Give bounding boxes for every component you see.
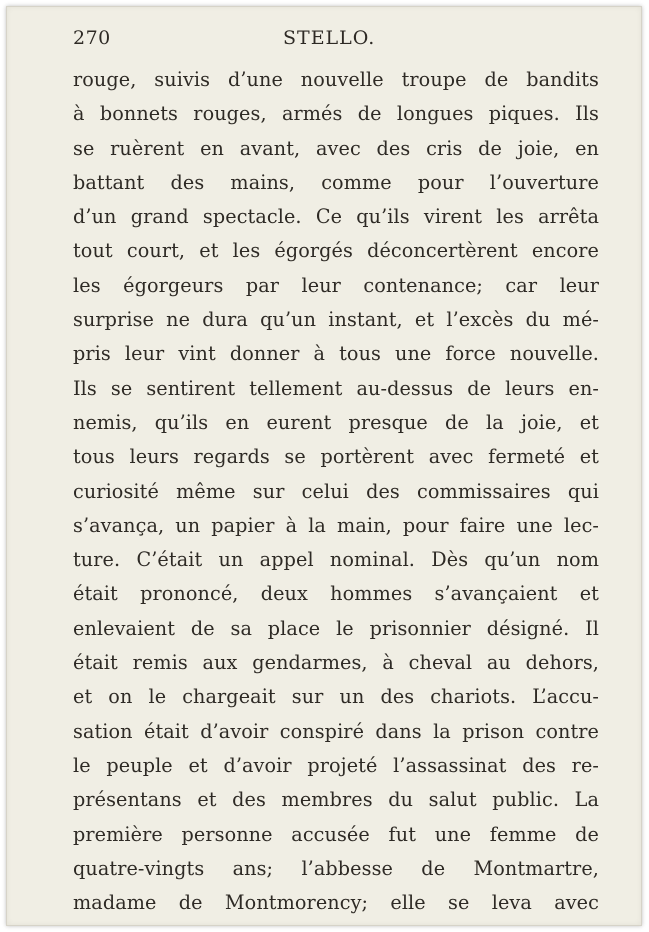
text-line: tout court, et les égorgés déconcertèrent encore <box>73 239 599 263</box>
book-page <box>6 6 642 926</box>
text-line: première personne accusée fut une femme de <box>73 822 599 846</box>
text-line: nemis, qu’ils en eurent presque de la joie, et <box>73 410 599 434</box>
text-line: surprise ne dura qu’un instant, et l’excès du mé- <box>73 308 599 332</box>
text-line: se ruèrent en avant, avec des cris de joie, en <box>73 136 599 160</box>
text-line: pris leur vint donner à tous une force nouvelle. <box>73 342 599 366</box>
text-line: était remis aux gendarmes, à cheval au dehors, <box>73 651 599 675</box>
text-line: ture. C’était un appel nominal. Dès qu’un nom <box>73 548 599 572</box>
text-line: les égorgeurs par leur contenance; car leur <box>73 273 599 297</box>
text-line: tous leurs regards se portèrent avec fermeté et <box>73 445 599 469</box>
text-line: battant des mains, comme pour l’ouverture <box>73 170 599 194</box>
running-title: STELLO. <box>283 27 376 49</box>
text-line: sation était d’avoir conspiré dans la prison contre <box>73 719 599 743</box>
page-header <box>73 27 597 53</box>
text-line: Ils se sentirent tellement au-dessus de leurs en- <box>73 376 599 400</box>
text-line: présentans et des membres du salut public. La <box>73 788 599 812</box>
text-line: quatre-vingts ans; l’abbesse de Montmartre, <box>73 856 599 880</box>
text-line: le peuple et d’avoir projeté l’assassinat des re- <box>73 753 599 777</box>
text-line: enlevaient de sa place le prisonnier désigné. Il <box>73 616 599 640</box>
text-line: s’avança, un papier à la main, pour faire une lec- <box>73 513 599 537</box>
text-line: rouge, suivis d’une nouvelle troupe de bandits <box>73 68 599 91</box>
text-line: à bonnets rouges, armés de longues piques. Ils <box>73 102 599 126</box>
text-line: et on le chargeait sur un des chariots. L’accu- <box>73 685 599 709</box>
text-line: d’un grand spectacle. Ce qu’ils virent les arrêta <box>73 205 599 229</box>
body-text <box>73 63 599 920</box>
text-line: était prononcé, deux hommes s’avançaient et <box>73 582 599 606</box>
text-line: curiosité même sur celui des commissaires qui <box>73 479 599 503</box>
text-line: madame de Montmorency; elle se leva avec <box>73 891 599 915</box>
page-number: 270 <box>73 27 111 49</box>
